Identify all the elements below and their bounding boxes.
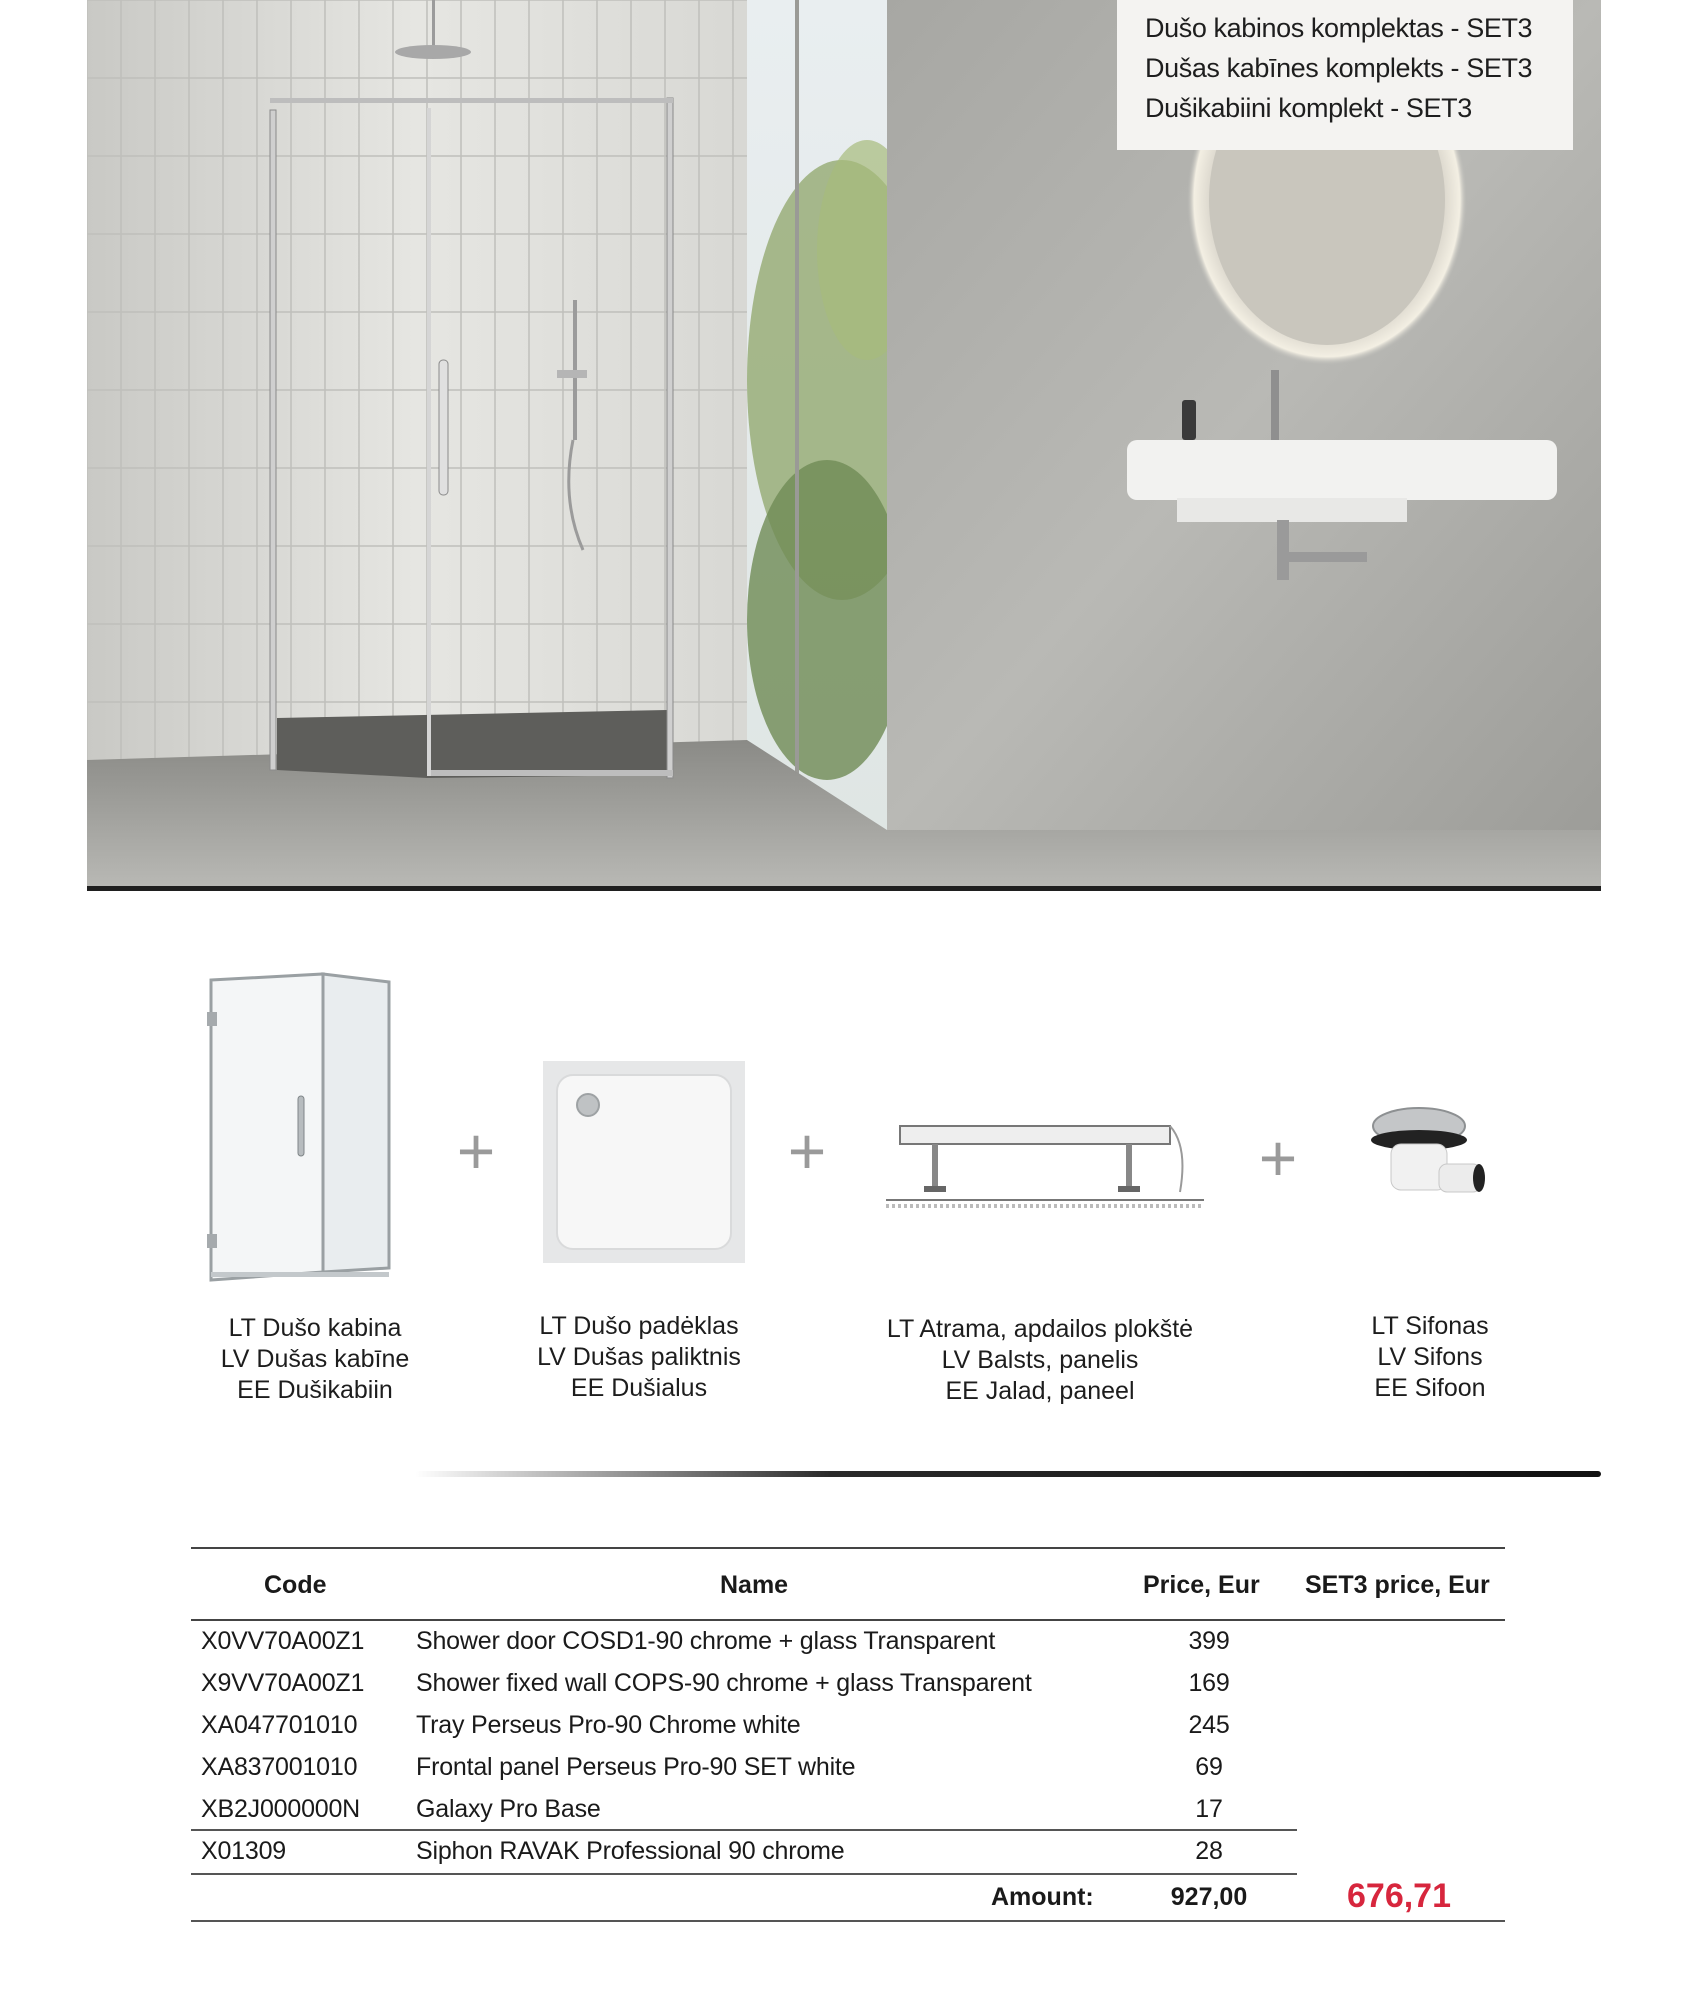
table-header-row: [191, 1547, 1505, 1621]
tray-support-panel-icon: [886, 1120, 1204, 1208]
row-price: 69: [1195, 1753, 1223, 1781]
row-code: X0VV70A00Z1: [201, 1627, 365, 1655]
plus-icon: +: [787, 1114, 827, 1188]
row-code: XA837001010: [201, 1753, 358, 1781]
row-name: Galaxy Pro Base: [416, 1795, 601, 1823]
header-price: Price, Eur: [1143, 1571, 1260, 1599]
row-code: XA047701010: [201, 1711, 358, 1739]
section-divider: [415, 1471, 1601, 1477]
header-name: Name: [720, 1571, 789, 1599]
row-name: Shower door COSD1-90 chrome + glass Transparent: [416, 1627, 996, 1655]
row-name: Shower fixed wall COPS-90 chrome + glass Transparent: [416, 1669, 1032, 1697]
row-divider: [191, 1829, 1297, 1831]
header-code: Code: [264, 1571, 327, 1599]
row-code: X01309: [201, 1837, 286, 1865]
set-title-ee: Dušikabiini komplekt - SET3: [1145, 93, 1472, 123]
component-label-support: LT Atrama, apdailos plokštė LV Balsts, panelis EE Jalad, paneel: [886, 1315, 1194, 1405]
row-code: X9VV70A00Z1: [201, 1669, 365, 1697]
row-price: 17: [1195, 1795, 1223, 1823]
row-price: 28: [1195, 1837, 1223, 1865]
amount-value: 927,00: [1170, 1883, 1248, 1911]
component-label-enclosure: LT Dušo kabina LV Dušas kabīne EE Dušikabiin: [220, 1314, 410, 1404]
siphon-icon: [1369, 1104, 1487, 1212]
row-price: 245: [1188, 1711, 1230, 1739]
component-label-tray: LT Dušo padėklas LV Dušas paliktnis EE Dušialus: [537, 1312, 741, 1402]
shower-tray-icon: [541, 1059, 747, 1265]
set-title-box: [1117, 0, 1573, 150]
row-divider: [191, 1873, 1297, 1875]
row-code: XB2J000000N: [201, 1795, 361, 1823]
set-title-lt: Dušo kabinos komplektas - SET3: [1145, 13, 1533, 43]
row-price: 169: [1188, 1669, 1230, 1697]
header-set-price: SET3 price, Eur: [1305, 1571, 1490, 1599]
component-label-siphon: LT Sifonas LV Sifons EE Sifoon: [1371, 1312, 1489, 1402]
shower-enclosure-icon: [203, 972, 393, 1285]
plus-icon: +: [1258, 1121, 1298, 1195]
amount-label: Amount:: [991, 1883, 1094, 1911]
row-name: Siphon RAVAK Professional 90 chrome: [416, 1837, 845, 1865]
plus-icon: +: [456, 1114, 496, 1188]
set-title-lv: Dušas kabīnes komplekts - SET3: [1145, 53, 1533, 83]
set3-price-value: 676,71: [1347, 1877, 1451, 1915]
row-price: 399: [1188, 1627, 1230, 1655]
row-name: Frontal panel Perseus Pro-90 SET white: [416, 1753, 856, 1781]
table-bottom-rule: [191, 1920, 1505, 1922]
row-name: Tray Perseus Pro-90 Chrome white: [416, 1711, 801, 1739]
